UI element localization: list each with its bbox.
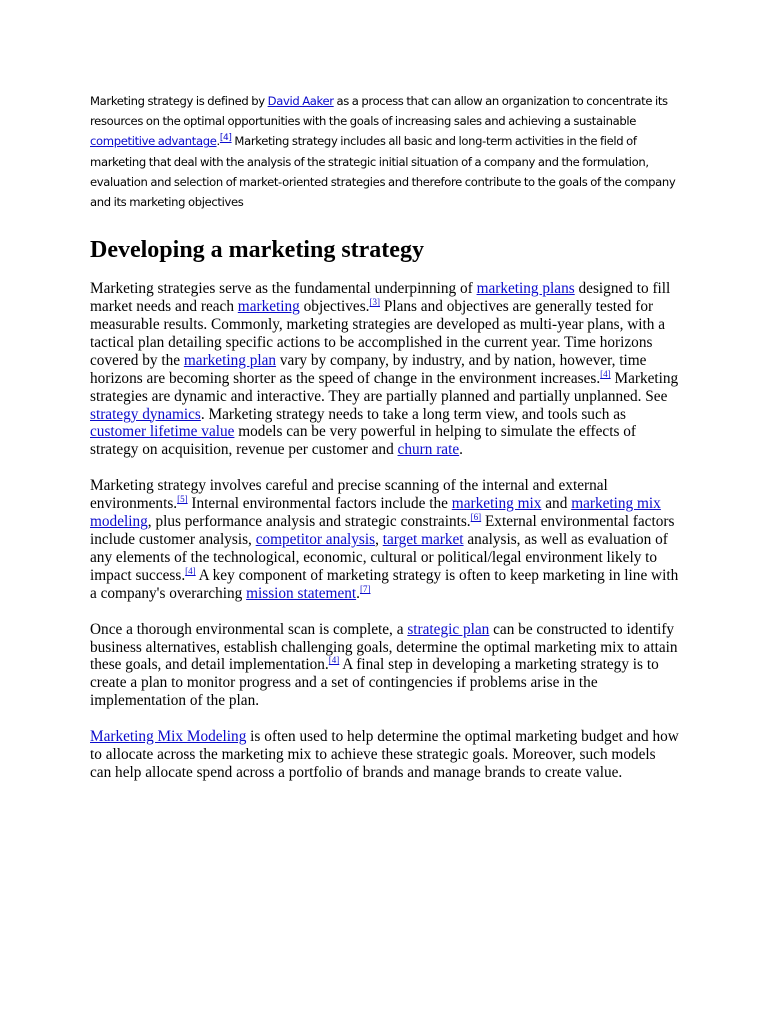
intro-text: . xyxy=(216,134,220,149)
paragraph-text: A key component of marketing strategy is often to keep marketing in line with a company's overarching xyxy=(90,566,679,602)
citation xyxy=(471,512,482,522)
intro-text: Marketing strategy includes all basic and long-term activities in the field of marketing that deal with the analysis of the strategic initial situation of a company and the formulation, evaluation and selection of market-oriented strategies and therefore contribute to the goals of the company and its marketing objectives xyxy=(90,134,676,210)
citation xyxy=(370,297,381,307)
link-customer-lifetime-value[interactable]: customer lifetime value xyxy=(90,423,235,441)
paragraph-text: , plus performance analysis and strategic constraints. xyxy=(147,513,471,531)
link-marketing-plan[interactable]: marketing plan xyxy=(183,351,277,369)
citation-link[interactable]: [5] xyxy=(177,494,188,505)
paragraph-text: . xyxy=(459,441,463,459)
intro-text: as a process that can allow an organization to concentrate its resources on the optimal opportunities with the goals of increasing sales and achieving a sustainable xyxy=(90,94,668,129)
citation xyxy=(360,584,371,594)
link-strategic-plan[interactable]: strategic plan xyxy=(407,620,490,638)
paragraph-text: . Marketing strategy needs to take a long term view, and tools such as xyxy=(200,405,626,423)
citation xyxy=(185,566,196,576)
paragraph-text: Marketing strategy involves careful and precise scanning of the internal and external environments. xyxy=(90,477,608,513)
paragraph-text: Once a thorough environmental scan is complete, a xyxy=(90,620,408,638)
citation xyxy=(220,134,232,144)
paragraph-4 xyxy=(90,728,680,782)
citation-link[interactable]: [6] xyxy=(470,512,482,522)
citation-link[interactable]: [4] xyxy=(219,133,232,144)
paragraph-text: Plans and objectives are generally tested for measurable results. Commonly, marketing strategies are developed as multi-year plans, with a tactical plan detailing specific actions to be accomplished in the current year. Time horizons covered by the xyxy=(90,298,666,369)
citation-link[interactable]: [4] xyxy=(600,368,611,379)
paragraph-text: and xyxy=(541,495,572,513)
link-david-aaker[interactable]: David Aaker xyxy=(267,94,334,108)
link-competitive-advantage[interactable]: competitive advantage xyxy=(90,134,217,149)
paragraph-text: can be constructed to identify business alternatives, establish challenging goals, determine the optimal marketing mix to attain these goals, and detail implementation. xyxy=(90,620,678,674)
paragraph-3 xyxy=(90,621,680,711)
document-page xyxy=(90,0,680,800)
paragraph-text: Internal environmental factors include the xyxy=(187,495,452,513)
paragraph-2 xyxy=(90,477,680,602)
paragraph-1 xyxy=(90,280,680,459)
citation-link[interactable]: [3] xyxy=(369,297,380,308)
link-churn-rate[interactable]: churn rate xyxy=(397,441,460,459)
link-strategy-dynamics[interactable]: strategy dynamics xyxy=(90,405,201,423)
section-heading: Developing a marketing strategy xyxy=(90,237,424,264)
paragraph-text: A final step in developing a marketing strategy is to create a plan to monitor progress and a set of contingencies if problems arise in the implementation of the plan. xyxy=(90,656,659,710)
link-marketing-mix[interactable]: marketing mix xyxy=(451,495,542,513)
link-mission-statement[interactable]: mission statement xyxy=(246,584,357,602)
intro-paragraph xyxy=(90,91,680,212)
citation xyxy=(600,369,611,379)
link-marketing[interactable]: marketing xyxy=(237,298,300,316)
paragraph-text: External environmental factors include customer analysis, xyxy=(90,513,675,548)
link-marketing-mix-modeling[interactable]: Marketing Mix Modeling xyxy=(90,728,247,746)
link-marketing-mix-modeling[interactable]: marketing mix modeling xyxy=(90,495,661,531)
intro-text: Marketing strategy is defined by xyxy=(90,94,268,108)
paragraph-text: vary by company, by industry, and by nation, however, time horizons are becoming shorter as the speed of change in the environment increases. xyxy=(90,351,647,387)
link-marketing-plans[interactable]: marketing plans xyxy=(476,280,575,298)
paragraph-text: is often used to help determine the optimal marketing budget and how to allocate across the marketing mix to achieve these strategic goals. Moreover, such models can help allocate spend across a portfolio of brands and manage brands to create value. xyxy=(90,728,679,781)
paragraph-text: . xyxy=(356,584,360,602)
citation-link[interactable]: [7] xyxy=(359,583,371,594)
paragraph-text: objectives. xyxy=(299,298,370,316)
paragraph-text: , xyxy=(375,531,383,548)
citation xyxy=(177,494,188,504)
paragraph-text: Marketing strategies are dynamic and interactive. They are partially planned and partially unplanned. See xyxy=(90,369,679,405)
paragraph-text: designed to fill market needs and reach xyxy=(90,280,671,316)
link-competitor-analysis[interactable]: competitor analysis xyxy=(255,531,376,548)
paragraph-text: Marketing strategies serve as the fundamental underpinning of xyxy=(90,280,477,298)
paragraph-text: analysis, as well as evaluation of any elements of the technological, economic, cultural or political/legal environment likely to impact success. xyxy=(90,531,668,584)
citation-link[interactable]: [4] xyxy=(328,655,340,666)
citation-link[interactable]: [4] xyxy=(185,565,196,576)
link-target-market[interactable]: target market xyxy=(382,531,464,548)
paragraph-text: models can be very powerful in helping to simulate the effects of strategy on acquisition, revenue per customer and xyxy=(90,423,636,459)
citation xyxy=(329,655,340,665)
